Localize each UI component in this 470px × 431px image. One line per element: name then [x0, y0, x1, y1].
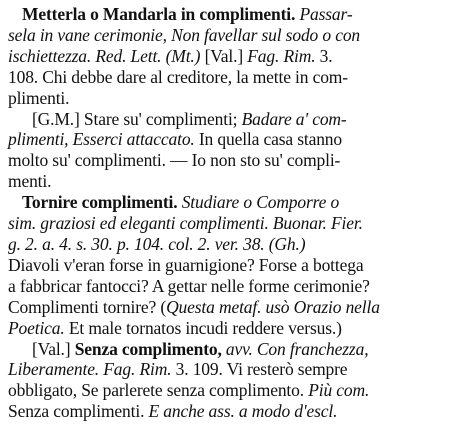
quote-text: 108. Chi debbe dare al creditore, la mette in com-: [8, 66, 348, 87]
definition-text: Più com.: [308, 380, 370, 401]
definition-text: Passar-: [295, 4, 353, 24]
quote-text: Complimenti tornire? (: [8, 296, 167, 317]
definition-text: Studiare o Comporre o: [177, 192, 340, 213]
text-line: [8, 109, 462, 130]
text-line: [8, 46, 462, 67]
text-line: [8, 297, 462, 318]
note-text: Poetica.: [8, 317, 65, 338]
text-line: [8, 359, 462, 380]
source-tag-phrase: [G.M.] Stare su' complimenti;: [32, 108, 242, 129]
headword: Metterla o Mandarla in complimenti.: [22, 4, 296, 24]
entry-senza-complimento: [8, 339, 462, 423]
example-text: menti.: [8, 171, 52, 192]
text-line: [8, 150, 462, 171]
entry-stare-su-complimenti: [8, 109, 462, 193]
note-text: Questa metaf. usò Orazio nella: [166, 296, 380, 317]
example-text: Senza complimenti.: [8, 401, 149, 422]
quote-text: a fabbricar fantocci? A gettar nelle forme cerimonie?: [8, 275, 370, 296]
definition-text: sela in vane cerimonie, Non favellar sul sodo o con: [8, 24, 361, 45]
latin-quote: Et male tornatos incudi reddere versus.): [64, 317, 342, 338]
text-line: [8, 67, 462, 88]
text-line: [8, 234, 462, 255]
definition-text: Liberamente. Fag. Rim.: [8, 359, 172, 380]
definition-text: sim. graziosi ed eleganti complimenti. Buonar. Fier.: [8, 213, 363, 234]
headword: Senza complimento,: [74, 338, 222, 359]
definition-text: Badare a' com-: [241, 108, 347, 129]
text-line: [8, 4, 462, 25]
source-tag: [Val.]: [32, 338, 75, 359]
citation-number: 3.: [315, 45, 333, 66]
text-line: [8, 129, 462, 150]
source-tag: [Val.]: [200, 45, 248, 66]
text-line: [8, 171, 462, 192]
citation-text: g. 2. a. 4. s. 30. p. 104. col. 2. ver. 38. (Gh.): [8, 233, 306, 254]
text-line: [8, 318, 462, 339]
entry-tornire-complimenti: [8, 192, 462, 338]
text-line: [8, 213, 462, 234]
text-line: [8, 192, 462, 213]
definition-text: E anche ass. a modo d'escl.: [148, 401, 338, 422]
text-line: [8, 276, 462, 297]
definition-text: plimenti, Esserci attaccato.: [8, 129, 195, 150]
text-line: [8, 25, 462, 46]
example-text: In quella casa stanno: [194, 129, 342, 150]
quote-text: obbligato, Se parlerete senza complimento.: [8, 380, 309, 401]
citation-text: ischiettezza. Red. Lett. (Mt.): [8, 45, 201, 66]
citation-text: Fag. Rim.: [247, 45, 316, 66]
definition-text: avv. Con franchezza,: [221, 338, 369, 359]
headword: Tornire complimenti.: [22, 192, 178, 213]
quote-text: 3. 109. Vi resterò sempre: [171, 359, 348, 380]
quote-text: plimenti.: [8, 87, 70, 108]
text-line: [8, 88, 462, 109]
text-line: [8, 255, 462, 276]
entry-metterla-in-complimenti: [8, 4, 462, 109]
quote-text: Diavoli v'eran forse in guarnigione? Forse a bottega: [8, 254, 364, 275]
example-text: molto su' complimenti. — Io non sto su' compli-: [8, 150, 341, 171]
text-line: [8, 339, 462, 360]
text-line: [8, 380, 462, 401]
text-line: [8, 401, 462, 422]
